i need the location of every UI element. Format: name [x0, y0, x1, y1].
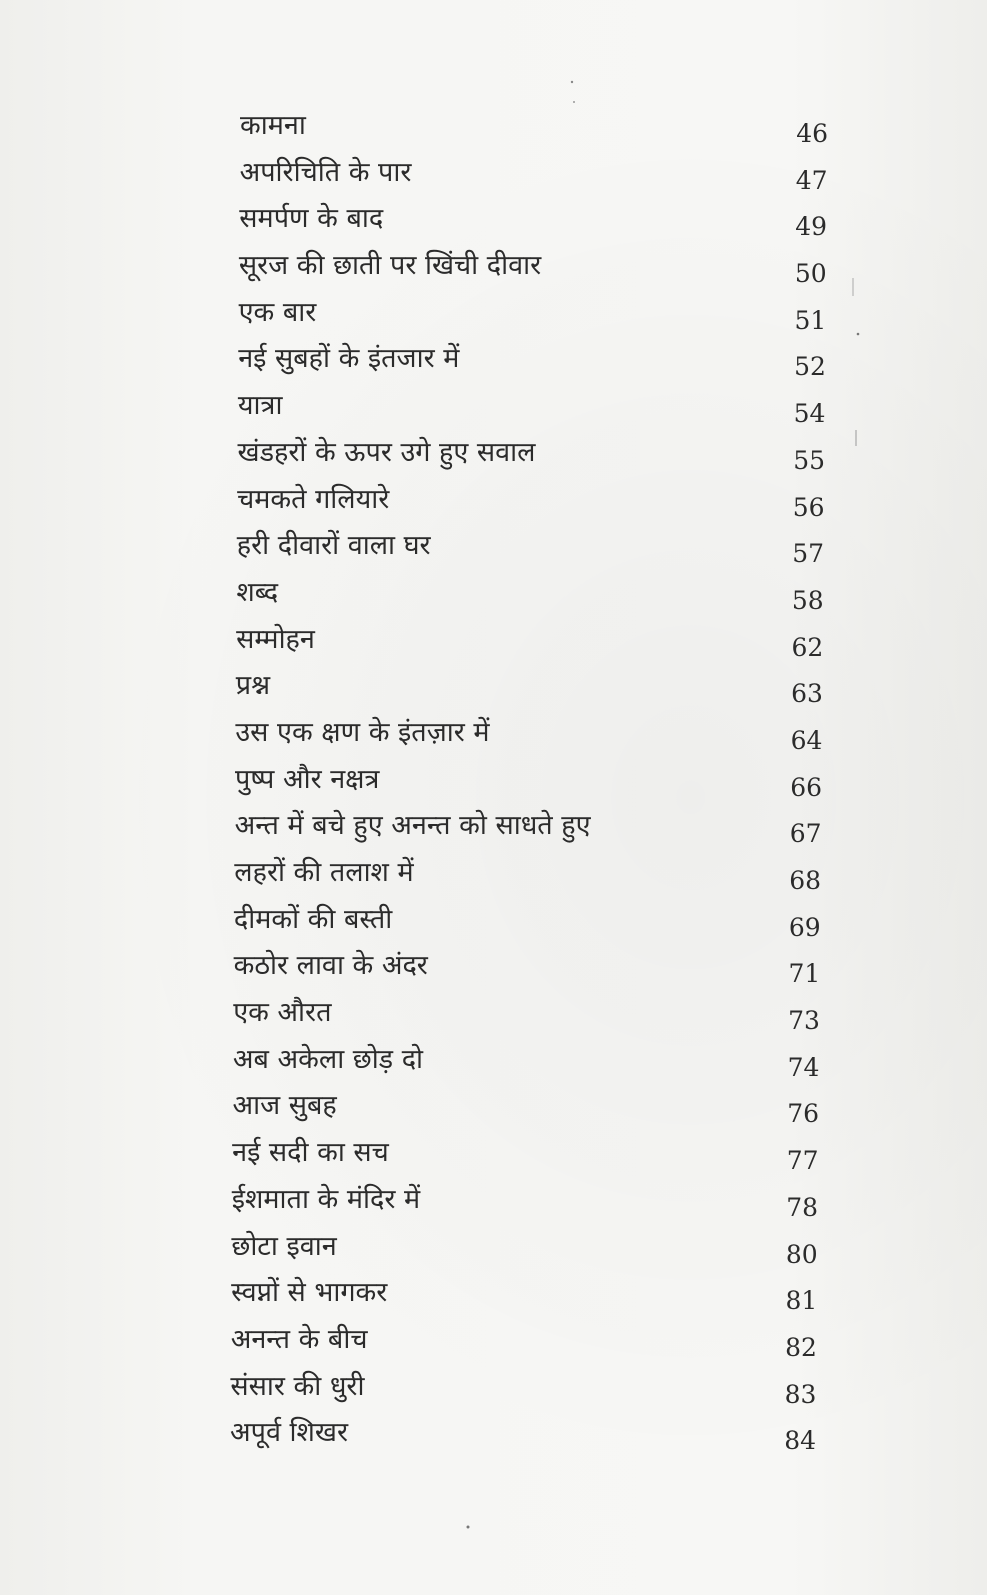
- toc-entry-page-number: 64: [790, 725, 823, 755]
- toc-entry-title: खंडहरों के ऊपर उगे हुए सवाल: [237, 436, 536, 468]
- toc-entry-page-number: 83: [784, 1379, 817, 1409]
- toc-entry-title: एक औरत: [233, 997, 332, 1029]
- toc-entry-title: उस एक क्षण के इंतज़ार में: [235, 716, 490, 748]
- toc-entry: [0, 1322, 987, 1369]
- toc-entry: [0, 1275, 987, 1322]
- toc-entry-page-number: 73: [788, 1006, 820, 1036]
- toc-entry: [0, 155, 987, 202]
- toc-entry-page-number: 67: [789, 819, 822, 849]
- toc-entry-title: हरी दीवारों वाला घर: [236, 530, 431, 562]
- toc-entry-page-number: 52: [794, 352, 826, 382]
- toc-entry-page-number: 56: [792, 492, 825, 522]
- toc-entry-page-number: 47: [795, 165, 828, 195]
- toc-entry: [0, 995, 987, 1042]
- toc-entry: [0, 948, 987, 995]
- toc-entry-page-number: 80: [785, 1239, 818, 1269]
- toc-entry-title: कठोर लावा के अंदर: [233, 950, 428, 982]
- toc-entry-title: स्वप्नों से भागकर: [231, 1277, 388, 1309]
- toc-entry: [0, 1229, 987, 1276]
- toc-entry-title: सम्मोहन: [236, 623, 315, 655]
- toc-entry: [0, 1182, 987, 1229]
- toc-entry-page-number: 81: [785, 1286, 818, 1316]
- toc-entry-title: संसार की धुरी: [230, 1370, 365, 1402]
- toc-entry-page-number: 55: [793, 445, 825, 475]
- toc-entry: [0, 668, 987, 715]
- toc-entry: [0, 1135, 987, 1182]
- toc-entry-title: अपूर्व शिखर: [230, 1417, 349, 1449]
- toc-entry-page-number: 51: [794, 305, 827, 335]
- toc-entry-title: छोटा इवान: [231, 1230, 337, 1262]
- toc-entry: [0, 808, 987, 855]
- toc-entry: [0, 762, 987, 809]
- toc-entry-title: नई सदी का सच: [232, 1137, 389, 1169]
- toc-entry: [0, 248, 987, 295]
- toc-entry-title: अब अकेला छोड़ दो: [232, 1043, 424, 1075]
- toc-entry-page-number: 46: [796, 119, 828, 148]
- toc-entry-title: पुष्प और नक्षत्र: [235, 763, 380, 795]
- toc-entry-page-number: 57: [792, 539, 825, 569]
- toc-entry: [0, 435, 987, 482]
- toc-entry: [0, 108, 987, 155]
- toc-entry: [0, 341, 987, 388]
- toc-entry-title: ईशमाता के मंदिर में: [231, 1183, 421, 1215]
- toc-entry-page-number: 76: [787, 1099, 819, 1129]
- toc-entry-page-number: 84: [784, 1426, 816, 1456]
- toc-entry: [0, 1369, 987, 1416]
- toc-entry: [0, 902, 987, 949]
- toc-entry-page-number: 49: [795, 212, 828, 242]
- toc-entry-title: सूरज की छाती पर खिंची दीवार: [238, 250, 542, 282]
- toc-entry: [0, 622, 987, 669]
- toc-entry-page-number: 68: [789, 866, 822, 895]
- toc-entry-title: आज सुबह: [232, 1090, 337, 1122]
- toc-entry: [0, 855, 987, 902]
- toc-entry: [0, 1088, 987, 1135]
- toc-entry-title: अन्त में बचे हुए अनन्त को साधते हुए: [234, 810, 591, 842]
- toc-entry-page-number: 62: [791, 632, 824, 662]
- toc-entry: [0, 201, 987, 248]
- toc-entry-title: समर्पण के बाद: [239, 203, 384, 235]
- toc-entry: [0, 715, 987, 762]
- table-of-contents: [0, 108, 987, 1462]
- toc-entry: [0, 295, 987, 342]
- toc-entry-page-number: 58: [791, 585, 824, 615]
- toc-entry-title: प्रश्न: [235, 670, 271, 702]
- toc-entry-title: नई सुबहों के इंतजार में: [238, 343, 460, 375]
- toc-entry-page-number: 63: [791, 679, 823, 709]
- toc-entry-title: कामना: [240, 110, 306, 141]
- toc-entry-page-number: 66: [790, 772, 822, 802]
- toc-entry: [0, 528, 987, 575]
- toc-entry-title: यात्रा: [237, 390, 283, 422]
- toc-entry-page-number: 77: [786, 1146, 819, 1176]
- toc-entry: [0, 1415, 987, 1462]
- toc-entry: [0, 388, 987, 435]
- toc-entry-title: अपरिचिति के पार: [239, 156, 412, 188]
- toc-entry-page-number: 50: [794, 259, 827, 289]
- toc-entry-title: चमकते गलियारे: [237, 483, 390, 515]
- toc-entry-page-number: 82: [785, 1332, 817, 1362]
- toc-entry-title: लहरों की तलाश में: [234, 857, 414, 888]
- toc-entry: [0, 482, 987, 529]
- toc-entry: [0, 1042, 987, 1089]
- toc-entry-title: अनन्त के बीच: [230, 1323, 368, 1355]
- toc-entry-title: दीमकों की बस्ती: [233, 903, 393, 935]
- toc-entry-title: एक बार: [238, 296, 317, 328]
- toc-entry-page-number: 69: [788, 912, 821, 942]
- toc-entry: [0, 575, 987, 622]
- toc-entry-title: शब्द: [236, 576, 279, 608]
- toc-entry-page-number: 71: [788, 959, 821, 989]
- toc-entry-page-number: 54: [793, 399, 826, 429]
- toc-entry-page-number: 74: [787, 1052, 820, 1082]
- toc-entry-page-number: 78: [786, 1192, 819, 1222]
